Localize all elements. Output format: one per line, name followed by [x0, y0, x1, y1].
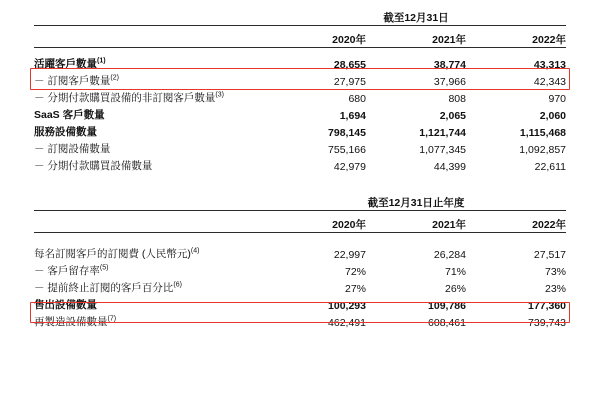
metrics-table-a	[34, 10, 566, 173]
cell-value: 177,360	[528, 300, 567, 312]
table-b-header-span-row	[34, 195, 566, 211]
cell-value: 808	[448, 93, 466, 105]
table-row	[34, 139, 566, 156]
table-row	[34, 88, 566, 105]
table-a-year-2020: 2020年	[332, 34, 366, 46]
cell-value: 37,966	[433, 76, 466, 88]
cell-value: 970	[548, 93, 567, 105]
table-b-year-2022: 2022年	[532, 219, 567, 231]
table-row	[34, 295, 566, 312]
table-row	[34, 54, 566, 71]
cell-value: 72%	[344, 266, 366, 278]
table-a-year-2022: 2022年	[532, 34, 567, 46]
spacer	[34, 233, 566, 244]
cell-value: 43,313	[533, 59, 567, 71]
row-label-devices-sold: 售出設備數量	[34, 299, 97, 311]
cell-value: 42,343	[533, 76, 567, 88]
spacer-cell	[34, 217, 266, 233]
footnote-marker: (6)	[173, 281, 182, 289]
table-a-header-span: 截至12月31日	[383, 12, 449, 24]
table-b-year-2021: 2021年	[432, 219, 466, 231]
footnote-marker: (2)	[110, 74, 119, 82]
row-label-saas-customers: SaaS 客戶數量	[34, 109, 105, 121]
cell-value: 462,491	[328, 317, 366, 329]
footnote-marker: (3)	[215, 91, 224, 99]
row-label-remanufactured-devices: 再製造設備數量$^{(7)}$	[34, 315, 117, 328]
spacer-cell	[34, 32, 266, 48]
table-b-header-span: 截至12月31日止年度	[367, 197, 465, 209]
row-label-installment-nonsub-customers: － 分期付款購買設備的非訂閱客戶數量$^{(3)}$	[34, 91, 224, 104]
table-row	[34, 71, 566, 88]
cell-value: 739,743	[528, 317, 567, 329]
cell-value: 1,694	[339, 110, 366, 122]
cell-value: 1,115,468	[519, 127, 567, 139]
cell-value: 28,655	[333, 59, 366, 71]
footnote-marker: (4)	[190, 247, 200, 255]
cell-value: 26,284	[433, 249, 466, 261]
footnote-marker: (7)	[107, 315, 117, 323]
cell-value: 27,517	[533, 249, 567, 261]
row-label-installment-devices: － 分期付款購買設備數量	[34, 160, 153, 172]
table-a-header-span-row	[34, 10, 566, 26]
cell-value: 26%	[444, 283, 466, 295]
cell-value: 608,461	[428, 317, 466, 329]
table-row	[34, 261, 566, 278]
footnote-marker: (5)	[99, 264, 109, 272]
cell-value: 1,077,345	[419, 144, 466, 156]
row-label-service-devices: 服務設備數量	[34, 126, 97, 138]
cell-value: 680	[348, 93, 366, 105]
table-row	[34, 156, 566, 173]
cell-value: 27,975	[333, 76, 366, 88]
row-label-arpu-subscription-fee: 每名訂閱客戶的訂閱費 (人民幣元)$^{(4)}$	[34, 247, 200, 260]
spacer-cell	[34, 10, 266, 26]
cell-value: 2,060	[539, 110, 567, 122]
cell-value: 109,786	[428, 300, 466, 312]
row-label-customer-retention-rate: － 客戶留存率$^{(5)}$	[34, 264, 109, 277]
table-a-year-row	[34, 32, 566, 48]
table-b-year-row	[34, 217, 566, 233]
cell-value: 22,997	[333, 249, 366, 261]
footnote-marker: (1)	[97, 57, 106, 65]
row-label-subscription-customers: － 訂閱客戶數量$^{(2)}$	[34, 74, 119, 87]
cell-value: 44,399	[433, 161, 466, 173]
cell-value: 1,121,744	[419, 127, 466, 139]
cell-value: 798,145	[328, 127, 366, 139]
cell-value: 755,166	[328, 144, 366, 156]
cell-value: 23%	[545, 283, 567, 295]
table-row	[34, 105, 566, 122]
metrics-table-b	[34, 195, 566, 329]
cell-value: 27%	[344, 283, 366, 295]
cell-value: 100,293	[328, 300, 366, 312]
table-row	[34, 122, 566, 139]
cell-value: 2,065	[439, 110, 466, 122]
row-label-subscription-devices: － 訂閱設備數量	[34, 143, 111, 155]
row-label-early-termination-pct: － 提前終止訂閱的客戶百分比$^{(6)}$	[34, 281, 182, 294]
cell-value: 71%	[444, 266, 466, 278]
table-row	[34, 312, 566, 329]
cell-value: 22,611	[534, 161, 567, 173]
spacer-cell	[34, 195, 266, 211]
row-label-active-customers: 活躍客戶數量$^{(1)}$	[34, 57, 106, 70]
cell-value: 42,979	[333, 161, 366, 173]
table-row	[34, 278, 566, 295]
table-a-year-2021: 2021年	[432, 34, 466, 46]
cell-value: 73%	[545, 266, 567, 278]
table-row	[34, 244, 566, 261]
cell-value: 38,774	[433, 59, 466, 71]
cell-value: 1,092,857	[519, 144, 567, 156]
table-b-year-2020: 2020年	[332, 219, 366, 231]
